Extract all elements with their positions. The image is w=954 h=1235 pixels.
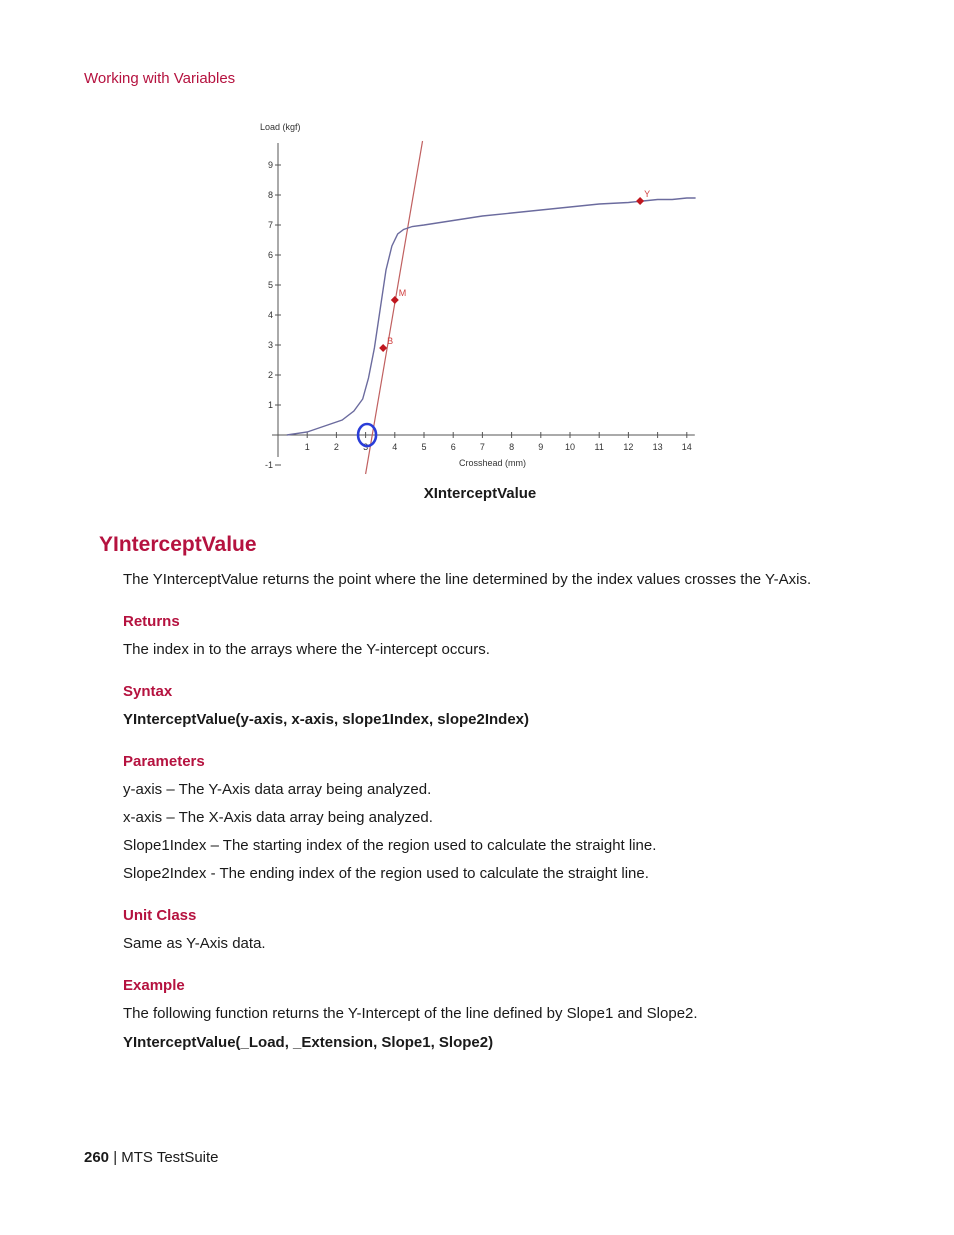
figure	[250, 112, 710, 480]
example-text: The following function returns the Y-Intercept of the line defined by Slope1 and Slope2.	[123, 1005, 698, 1022]
y-tick-label: -1	[264, 460, 273, 470]
example-code: YInterceptValue(_Load, _Extension, Slope1, Slope2)	[123, 1034, 494, 1051]
x-tick-label: 5	[421, 442, 427, 452]
xintercept-chart	[250, 112, 710, 480]
x-tick-label: 9	[538, 442, 544, 452]
y-tick-label: 6	[267, 250, 273, 260]
section-intro: The YInterceptValue returns the point where the line determined by the index values crosses the Y-Axis.	[123, 571, 812, 588]
x-tick-label: 2	[333, 442, 339, 452]
unit-class-text: Same as Y-Axis data.	[123, 935, 266, 952]
y-tick-label: 3	[267, 340, 273, 350]
x-tick-label: 14	[681, 442, 692, 452]
x-tick-label: 3	[363, 442, 369, 452]
y-axis-label: Load (kgf)	[260, 122, 301, 132]
parameter-item: x-axis – The X-Axis data array being analyzed.	[123, 809, 433, 826]
section-title: YInterceptValue	[99, 533, 257, 556]
returns-heading: Returns	[123, 613, 180, 630]
y-tick-label: 7	[267, 220, 273, 230]
y-tick-label: 1	[267, 400, 273, 410]
page-footer	[84, 1149, 219, 1166]
x-tick-label: 10	[564, 442, 576, 452]
x-tick-label: 8	[509, 442, 515, 452]
point-marker-b	[379, 344, 387, 352]
point-label-m: M	[398, 288, 407, 298]
syntax-heading: Syntax	[123, 683, 173, 700]
unit-class-heading: Unit Class	[123, 907, 197, 924]
point-marker-y	[636, 197, 644, 205]
returns-text: The index in to the arrays where the Y-intercept occurs.	[123, 641, 490, 658]
x-tick-label: 7	[479, 442, 485, 452]
x-tick-label: 13	[652, 442, 663, 452]
footer-separator: |	[109, 1149, 122, 1166]
tangent-line	[366, 141, 423, 474]
x-axis-label: Crosshead (mm)	[459, 458, 527, 468]
parameters-heading: Parameters	[123, 753, 205, 770]
footer-product: MTS TestSuite	[121, 1149, 219, 1166]
y-tick-label: 8	[267, 190, 273, 200]
point-marker-m	[391, 296, 399, 304]
running-head: Working with Variables	[84, 70, 236, 87]
parameter-item: Slope1Index – The starting index of the region used to calculate the straight line.	[123, 837, 657, 854]
x-tick-label: 12	[623, 442, 634, 452]
point-label-y: Y	[644, 189, 651, 199]
x-tick-label: 6	[450, 442, 456, 452]
x-tick-label: 11	[594, 442, 604, 452]
syntax-text: YInterceptValue(y-axis, x-axis, slope1Index, slope2Index)	[123, 711, 529, 728]
y-tick-label: 9	[267, 160, 273, 170]
y-tick-label: 4	[267, 310, 273, 320]
example-heading: Example	[123, 977, 185, 994]
point-label-b: B	[387, 336, 394, 346]
figure-caption: XInterceptValue	[423, 485, 537, 502]
parameter-item: y-axis – The Y-Axis data array being analyzed.	[123, 781, 432, 798]
x-tick-label: 4	[392, 442, 398, 452]
load-curve	[287, 198, 696, 435]
x-tick-label: 1	[304, 442, 310, 452]
parameter-item: Slope2Index - The ending index of the region used to calculate the straight line.	[123, 865, 649, 882]
y-tick-label: 5	[267, 280, 273, 290]
y-tick-label: 2	[267, 370, 273, 380]
page-number: 260	[84, 1149, 110, 1166]
